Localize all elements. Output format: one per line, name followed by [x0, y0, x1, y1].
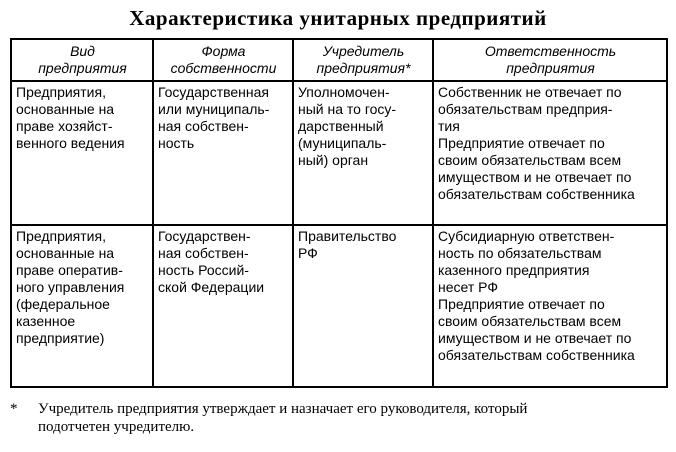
footnote-line-1: Учредитель предприятия утверждает и назначает его руководителя, который: [38, 401, 528, 417]
cell-founder: Правительство РФ: [293, 225, 433, 387]
header-founder: Учредитель предприятия*: [293, 39, 433, 81]
table-row: [11, 225, 667, 387]
header-enterprise-type: Вид предприятия: [11, 39, 153, 81]
footnote-marker: *: [10, 401, 18, 417]
cell-enterprise-type: Предприятия, основанные на праве оператив- ного управления (федеральное казенное предприятие): [11, 225, 153, 387]
header-ownership-form: Форма собственности: [153, 39, 293, 81]
header-liability: Ответственность предприятия: [433, 39, 667, 81]
footnote: [10, 400, 666, 436]
page-title: Характеристика унитарных предприятий: [129, 6, 547, 30]
cell-liability: Собственник не отвечает по обязательствам предприя- тия Предприятие отвечает по своим обязательствам всем имуществом и не отвечает по обязательствам собственника: [433, 81, 667, 225]
unitary-enterprises-table: [10, 38, 668, 388]
cell-ownership-form: Государствен- ная собствен- ность Россий- ской Федерации: [153, 225, 293, 387]
cell-ownership-form: Государственная или муниципаль- ная собствен- ность: [153, 81, 293, 225]
table-row: [11, 81, 667, 225]
footnote-line-2: подотчетен учредителю.: [38, 419, 195, 435]
cell-enterprise-type: Предприятия, основанные на праве хозяйст- венного ведения: [11, 81, 153, 225]
table-header-row: [11, 39, 667, 81]
cell-liability: Субсидиарную ответствен- ность по обязательствам казенного предприятия несет РФ Предприятие отвечает по своим обязательствам всем имуществом и не отвечает по обязательствам собственника: [433, 225, 667, 387]
cell-founder: Уполномочен- ный на то госу- дарственный (муниципаль- ный) орган: [293, 81, 433, 225]
